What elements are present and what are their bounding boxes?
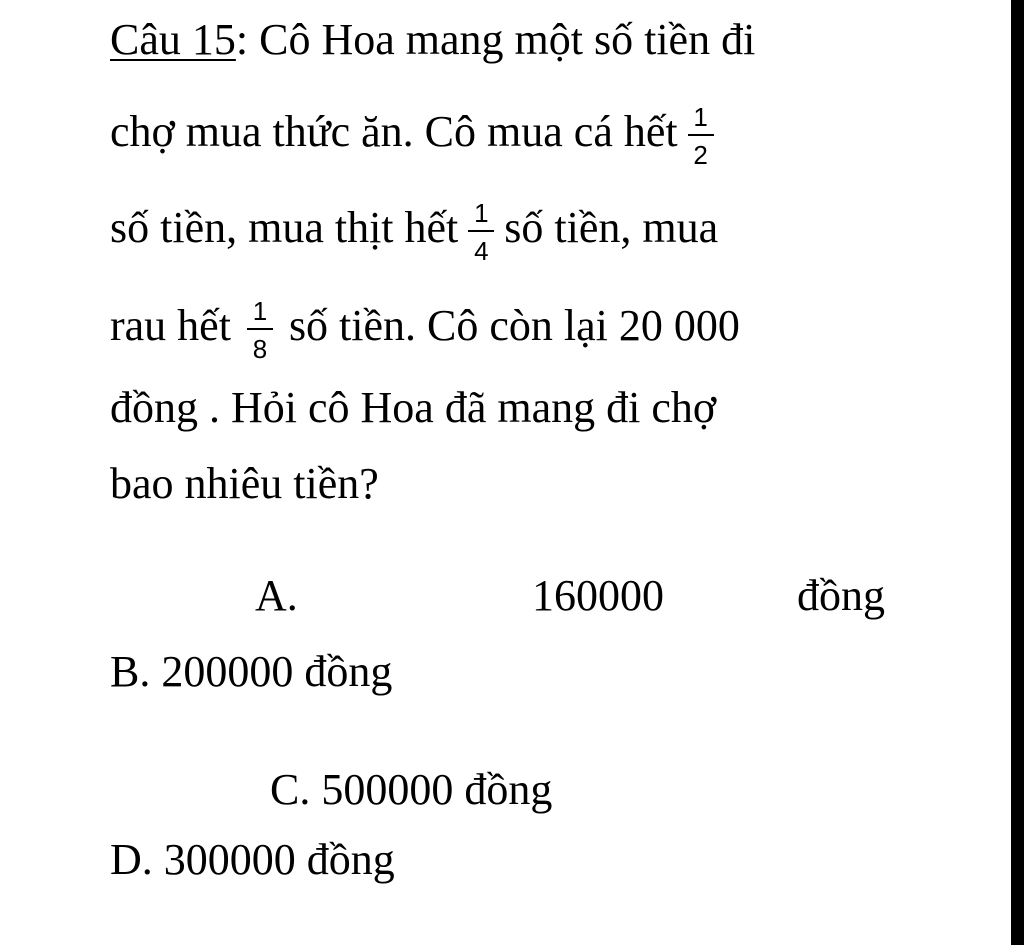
option-c: C. 500000 đồng — [270, 765, 553, 814]
fraction-fish-numerator: 1 — [693, 102, 708, 132]
option-d: D. 300000 đồng — [110, 835, 395, 884]
fraction-meat-denominator: 4 — [474, 236, 489, 266]
question-text-4b: số tiền. Cô còn lại 20 000 — [288, 301, 740, 351]
fraction-bar — [247, 328, 273, 330]
question-text-3a: số tiền, mua thịt hết — [110, 203, 459, 253]
fraction-meat — [468, 198, 494, 266]
option-a-letter: A. — [255, 571, 298, 620]
question-text-3b: số tiền, mua — [504, 203, 719, 253]
question-line-5: đồng . Hỏi cô Hoa đã mang đi chợ — [110, 383, 717, 432]
question-text-2: chợ mua thức ăn. Cô mua cá hết — [110, 107, 678, 157]
question-line-6: bao nhiêu tiền? — [110, 459, 379, 508]
fraction-veg-denominator: 8 — [252, 334, 268, 364]
question-line-4 — [110, 296, 740, 364]
option-b: B. 200000 đồng — [110, 647, 393, 696]
fraction-meat-numerator: 1 — [474, 198, 489, 228]
option-a-value: 160000 — [532, 571, 664, 620]
fraction-veg-numerator: 1 — [252, 296, 268, 326]
fraction-fish-denominator: 2 — [693, 140, 708, 170]
question-number: Câu 15 — [110, 15, 236, 64]
option-a-unit: đồng — [797, 571, 885, 620]
question-line-1 — [110, 14, 755, 66]
fraction-bar — [688, 134, 714, 136]
question-line-3 — [110, 198, 718, 266]
question-line-2 — [110, 102, 724, 170]
question-text-1: : Cô Hoa mang một số tiền đi — [235, 15, 756, 64]
question-text-4a: rau hết — [110, 301, 231, 351]
fraction-fish — [688, 102, 714, 170]
fraction-bar — [468, 230, 494, 232]
fraction-vegetables — [247, 296, 273, 364]
